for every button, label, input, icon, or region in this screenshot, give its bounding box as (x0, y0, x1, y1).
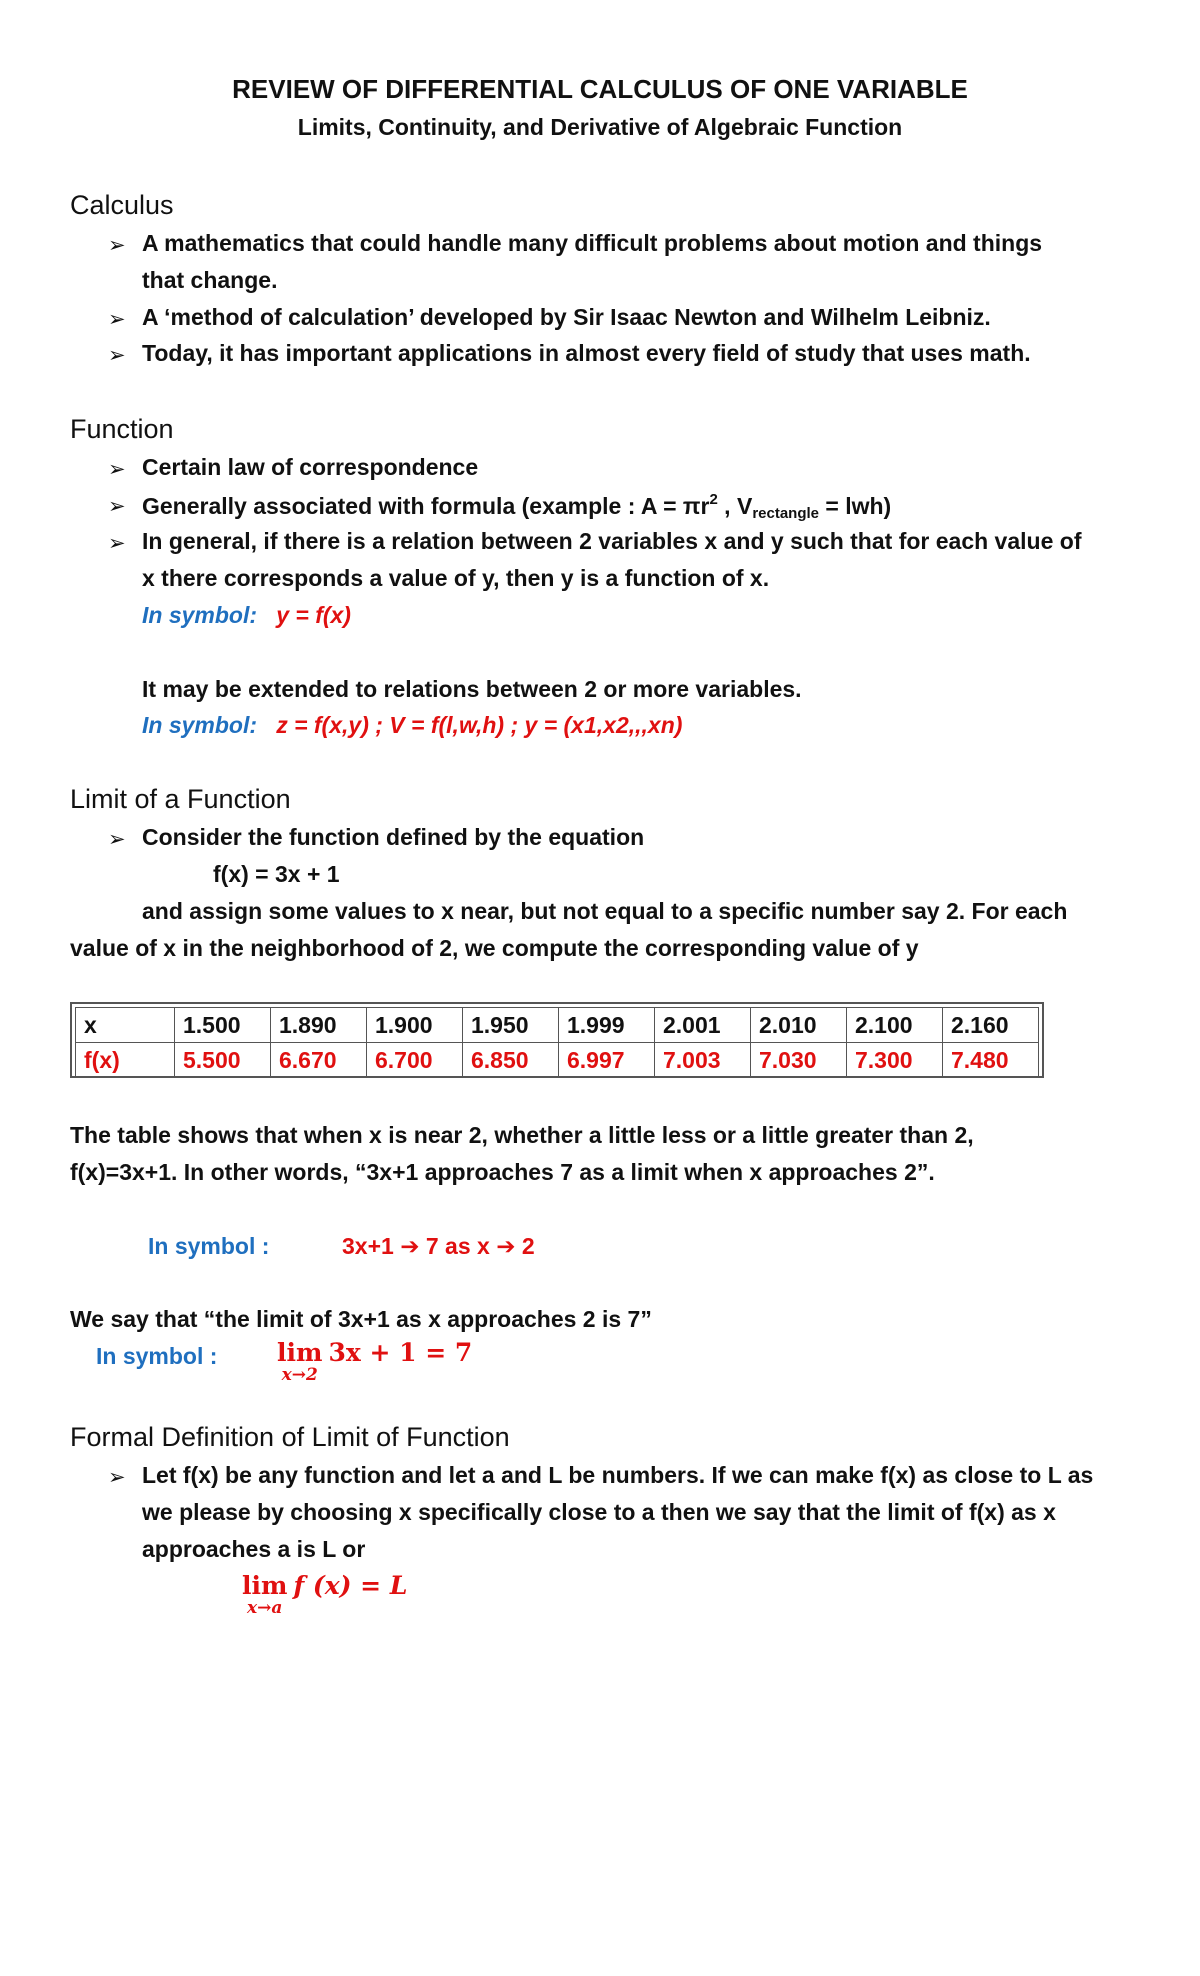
symbol-label: In symbol : (148, 1233, 270, 1259)
table-cell: 7.480 (943, 1043, 1039, 1078)
section-heading-formal: Formal Definition of Limit of Function (70, 1422, 510, 1452)
limit-paragraph-line-1: and assign some values to x near, but not equal to a specific number say 2. For each (142, 898, 1068, 924)
function-bullet-1: Certain law of correspondence (142, 454, 479, 480)
table-row-x (76, 1008, 1039, 1043)
table-cell: 2.001 (655, 1008, 751, 1043)
bullet-arrow-icon: ➢ (108, 458, 126, 481)
function-bullet-3: In general, if there is a relation between 2 variables x and y such that for each value of (142, 528, 1082, 554)
table-cell: 1.900 (367, 1008, 463, 1043)
page-subtitle: Limits, Continuity, and Derivative of Algebraic Function (297, 114, 903, 140)
table-cell: 1.950 (463, 1008, 559, 1043)
section-heading-calculus: Calculus (70, 190, 174, 220)
table-header-fx: f(x) (76, 1043, 175, 1078)
table-cell: 6.997 (559, 1043, 655, 1078)
table-cell: 6.700 (367, 1043, 463, 1078)
limit-bullet-1: Consider the function defined by the equation (142, 824, 645, 850)
calculus-bullet-1-cont: that change. (142, 267, 278, 293)
calculus-bullet-1: A mathematics that could handle many difficult problems about motion and things (142, 230, 1043, 256)
bullet-arrow-icon: ➢ (108, 234, 126, 257)
bullet-arrow-icon: ➢ (108, 532, 126, 555)
table-cell: 2.160 (943, 1008, 1039, 1043)
table-cell: 1.999 (559, 1008, 655, 1043)
function-symbol-line-2: In symbol: z = f(x,y) ; V = f(l,w,h) ; y = (x1,x2,,,xn) (142, 712, 683, 738)
formal-line-2: we please by choosing x specifically close to a then we say that the limit of f(x) as x (142, 1499, 1056, 1525)
function-bullet-2: Generally associated with formula (example : $A = \pi r^2$ , $V_{rectangle} = lwh$) (142, 491, 892, 522)
bullet-arrow-icon: ➢ (108, 308, 126, 331)
limit-paragraph-line-2: value of x in the neighborhood of 2, we compute the corresponding value of y (70, 935, 919, 961)
symbol-label-2: In symbol : (96, 1343, 218, 1369)
table-cell: 6.850 (463, 1043, 559, 1078)
we-say-text: We say that “the limit of 3x+1 as x approaches 2 is 7” (70, 1306, 652, 1332)
bullet-arrow-icon: ➢ (108, 495, 126, 518)
table-explanation-line-2: f(x)=3x+1. In other words, “3x+1 approaches 7 as a limit when x approaches 2”. (70, 1159, 935, 1185)
function-symbol-line-1: In symbol: y = f(x) (142, 602, 351, 628)
function-bullet-3-cont: x there corresponds a value of y, then y is a function of x. (142, 565, 770, 591)
page-title: REVIEW OF DIFFERENTIAL CALCULUS OF ONE VARIABLE (232, 74, 968, 104)
bullet-arrow-icon: ➢ (108, 344, 126, 367)
approach-expression: 3x+1 ➔ 7 as x ➔ 2 (342, 1233, 535, 1259)
table-header-x: x (76, 1008, 175, 1043)
table-cell: 5.500 (175, 1043, 271, 1078)
section-heading-function: Function (70, 414, 174, 444)
limit-expression-general: lim x→a f (x) = L (242, 1571, 408, 1618)
calculus-bullet-3: Today, it has important applications in almost every field of study that uses math. (142, 340, 1031, 366)
table-cell: 7.030 (751, 1043, 847, 1078)
formal-line-1: Let f(x) be any function and let a and L be numbers. If we can make f(x) as close to L as (142, 1462, 1094, 1488)
table-cell: 1.890 (271, 1008, 367, 1043)
section-heading-limit: Limit of a Function (70, 784, 291, 814)
table-cell: 6.670 (271, 1043, 367, 1078)
function-extend-text: It may be extended to relations between 2 or more variables. (142, 676, 802, 702)
bullet-arrow-icon: ➢ (108, 828, 126, 851)
table-explanation-line-1: The table shows that when x is near 2, whether a little less or a little greater than 2, (70, 1122, 974, 1148)
table-cell: 2.010 (751, 1008, 847, 1043)
table-row-fx (76, 1043, 1039, 1078)
limit-equation: f(x) = 3x + 1 (213, 861, 340, 887)
calculus-bullet-2: A ‘method of calculation’ developed by Sir Isaac Newton and Wilhelm Leibniz. (142, 304, 991, 330)
values-table (70, 1002, 1044, 1078)
table-cell: 7.300 (847, 1043, 943, 1078)
formal-line-3: approaches a is L or (142, 1536, 366, 1562)
table-cell: 7.003 (655, 1043, 751, 1078)
bullet-arrow-icon: ➢ (108, 1466, 126, 1489)
limit-expression-3x1: lim x→2 3x + 1 = 7 (277, 1338, 473, 1385)
table-cell: 1.500 (175, 1008, 271, 1043)
table-cell: 2.100 (847, 1008, 943, 1043)
